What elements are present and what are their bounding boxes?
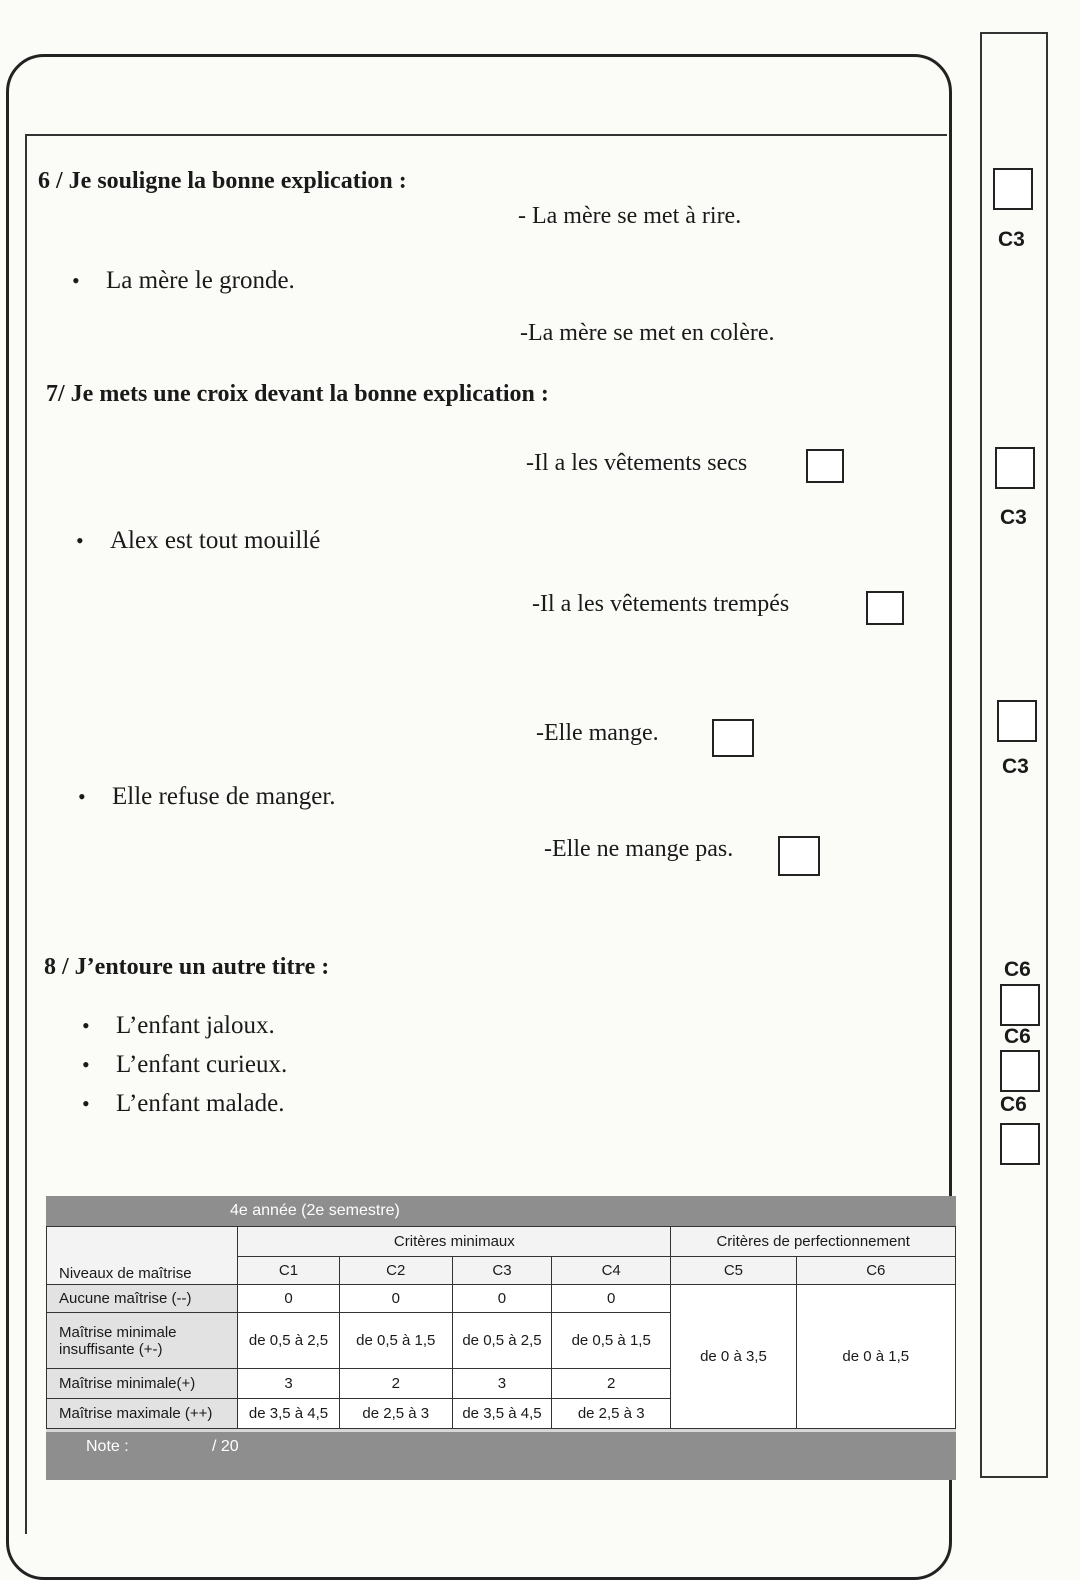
grid-cell: de 0,5 à 2,5 (238, 1313, 339, 1369)
criterion-c5: C5 (671, 1257, 796, 1285)
level-none: Aucune maîtrise (--) (47, 1285, 238, 1313)
q7-item2-statement: • Elle refuse de manger. (78, 783, 336, 811)
question-8-title: 8 / J’entoure un autre titre : (44, 954, 330, 980)
q7-item1-option-1: -Il a les vêtements secs (526, 450, 748, 476)
level-minimal: Maîtrise minimale(+) (47, 1369, 238, 1399)
grading-grid-semester: 4e année (2e semestre) (230, 1202, 400, 1219)
q7-item2-checkbox-1[interactable] (712, 719, 754, 757)
competence-label: C3 (1002, 755, 1029, 778)
competence-label: C6 (1004, 1025, 1031, 1048)
grid-cell: de 0,5 à 1,5 (552, 1313, 671, 1369)
grid-cell: 2 (339, 1369, 452, 1399)
q7-item2-option-2: -Elle ne mange pas. (544, 836, 734, 862)
group-minimal: Critères minimaux (238, 1227, 671, 1257)
q7-item2-option-1: -Elle mange. (536, 720, 659, 746)
q6-option-2[interactable]: -La mère se met en colère. (520, 320, 775, 346)
q8-choice-1[interactable]: • L’enfant jaloux. (82, 1012, 275, 1040)
grid-cell: 0 (552, 1285, 671, 1313)
score-box-q7a[interactable] (995, 447, 1035, 489)
criterion-c3: C3 (452, 1257, 551, 1285)
grid-cell: 3 (238, 1369, 339, 1399)
score-box-q6[interactable] (993, 168, 1033, 210)
group-perfection: Critères de perfectionnement (671, 1227, 956, 1257)
q7-item2-checkbox-2[interactable] (778, 836, 820, 876)
grading-grid-footer-bar (46, 1432, 956, 1480)
grid-cell: de 3,5 à 4,5 (238, 1399, 339, 1429)
question-7-title: 7/ Je mets une croix devant la bonne explication : (46, 381, 549, 407)
level-insufficient: Maîtrise minimale insuffisante (+-) (47, 1313, 238, 1369)
competence-label: C3 (1000, 506, 1027, 529)
q8-choice-3[interactable]: • L’enfant malade. (82, 1090, 284, 1118)
grading-grid-header-bar (46, 1196, 956, 1226)
grading-grid (46, 1226, 956, 1429)
competence-label: C6 (1000, 1093, 1027, 1116)
grid-cell: de 0,5 à 1,5 (339, 1313, 452, 1369)
criterion-c6: C6 (796, 1257, 955, 1285)
grid-cell-c5: de 0 à 3,5 (671, 1285, 796, 1429)
grid-cell-c6: de 0 à 1,5 (796, 1285, 955, 1429)
competence-label: C3 (998, 228, 1025, 251)
q7-item1-checkbox-1[interactable] (806, 449, 844, 483)
question-6-title: 6 / Je souligne la bonne explication : (38, 168, 407, 194)
criterion-c1: C1 (238, 1257, 339, 1285)
q6-option-1[interactable]: - La mère se met à rire. (518, 203, 742, 229)
grid-cell: de 2,5 à 3 (339, 1399, 452, 1429)
criterion-c2: C2 (339, 1257, 452, 1285)
divider (25, 134, 27, 1534)
note-total: / 20 (212, 1438, 239, 1455)
competence-label: C6 (1004, 958, 1031, 981)
divider (25, 134, 947, 136)
level-maximal: Maîtrise maximale (++) (47, 1399, 238, 1429)
grid-cell: de 0,5 à 2,5 (452, 1313, 551, 1369)
score-box-q8b[interactable] (1000, 1050, 1040, 1092)
row-header: Niveaux de maîtrise (47, 1227, 238, 1285)
grid-cell: 2 (552, 1369, 671, 1399)
score-box-q8a[interactable] (1000, 984, 1040, 1026)
grid-cell: de 2,5 à 3 (552, 1399, 671, 1429)
note-label: Note : (86, 1438, 129, 1455)
q8-choice-2[interactable]: • L’enfant curieux. (82, 1051, 287, 1079)
grid-cell: 3 (452, 1369, 551, 1399)
grid-cell: 0 (238, 1285, 339, 1313)
criterion-c4: C4 (552, 1257, 671, 1285)
score-box-q7b[interactable] (997, 700, 1037, 742)
grid-cell: 0 (339, 1285, 452, 1313)
q7-item1-option-2: -Il a les vêtements trempés (532, 591, 790, 617)
q7-item1-statement: • Alex est tout mouillé (76, 527, 320, 555)
score-box-q8c[interactable] (1000, 1123, 1040, 1165)
grid-cell: de 3,5 à 4,5 (452, 1399, 551, 1429)
q6-statement: • La mère le gronde. (72, 267, 295, 295)
grid-cell: 0 (452, 1285, 551, 1313)
q7-item1-checkbox-2[interactable] (866, 591, 904, 625)
